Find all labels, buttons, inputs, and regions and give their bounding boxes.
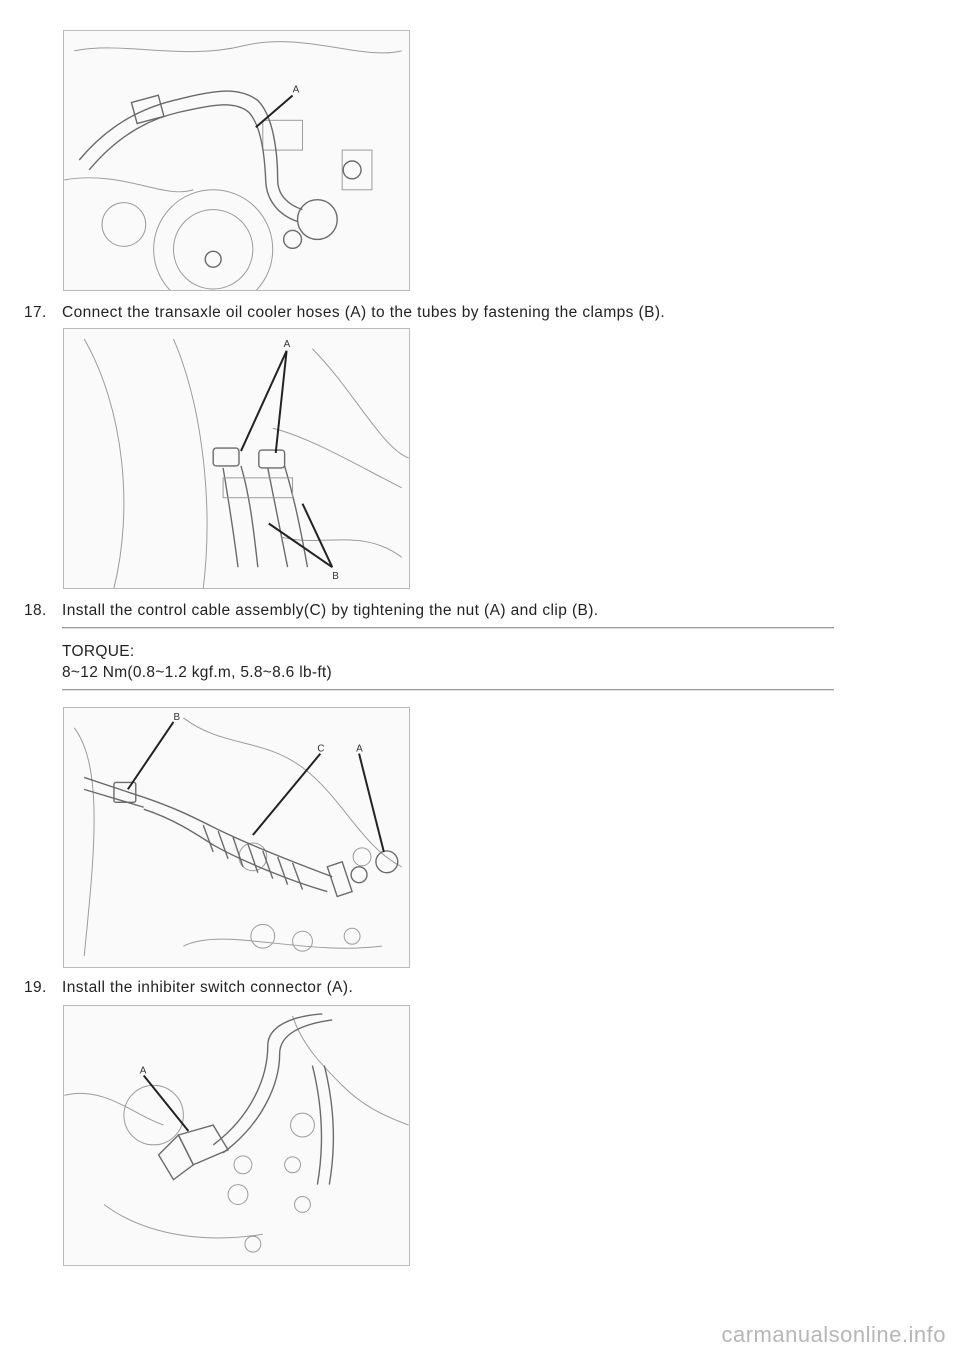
step-text: Connect the transaxle oil cooler hoses (A) to the tubes by fastening the clamps (B). xyxy=(62,304,666,321)
step-18 xyxy=(24,601,599,621)
step-number: 18. xyxy=(24,602,47,619)
label-a: A xyxy=(292,84,300,96)
figure-inhibiter-switch xyxy=(63,1005,410,1266)
figure-control-cable xyxy=(63,707,410,968)
torque-label: TORQUE: xyxy=(62,643,135,660)
label-a: A xyxy=(356,743,363,755)
step-number: 17. xyxy=(24,304,47,321)
step-text: Install the inhibiter switch connector (A). xyxy=(62,979,354,996)
step-17 xyxy=(24,303,665,323)
label-a: A xyxy=(283,338,291,350)
torque-bottom-rule xyxy=(62,689,834,691)
label-a: A xyxy=(139,1065,147,1077)
watermark: carmanualsonline.info xyxy=(721,1322,946,1347)
label-b: B xyxy=(173,711,181,723)
figure-oil-cooler-pipe xyxy=(63,30,410,291)
torque-spec xyxy=(62,641,332,683)
figure-oil-cooler-hoses xyxy=(63,328,410,589)
label-c: C xyxy=(317,743,325,755)
step-number: 19. xyxy=(24,979,47,996)
step-text: Install the control cable assembly(C) by tightening the nut (A) and clip (B). xyxy=(62,602,599,619)
step-19 xyxy=(24,978,353,998)
torque-value: 8~12 Nm(0.8~1.2 kgf.m, 5.8~8.6 lb-ft) xyxy=(62,664,332,681)
torque-top-rule xyxy=(62,627,834,629)
label-b: B xyxy=(332,571,339,583)
